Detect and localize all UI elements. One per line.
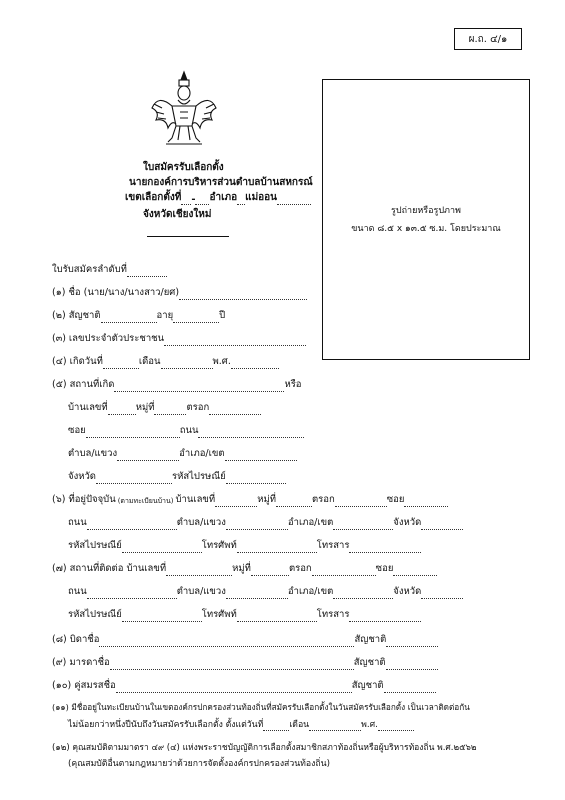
current-postcode-row[interactable]	[68, 538, 421, 553]
province-label: จังหวัด	[68, 471, 96, 482]
receipt-no-field[interactable]	[52, 262, 167, 277]
province-label: จังหวัด	[393, 586, 422, 597]
road-label: ถนน	[179, 425, 199, 436]
nationality-age-field[interactable]	[52, 308, 225, 323]
road-label: ถนน	[68, 586, 87, 597]
contact-postcode-row[interactable]	[68, 607, 421, 622]
mother-field[interactable]	[52, 655, 438, 670]
father-label: (๘) บิดาชื่อ	[52, 634, 100, 645]
birth-day-label: (๔) เกิดวันที่	[52, 356, 103, 367]
spouse-label: (๑๐) คู่สมรสชื่อ	[52, 680, 116, 691]
current-road-row[interactable]	[68, 515, 463, 530]
amphoe-label: อำเภอ/เขต	[287, 517, 334, 528]
house-no-label: บ้านเลขที่	[175, 494, 216, 505]
postcode-label: รหัสไปรษณีย์	[68, 609, 122, 620]
father-field[interactable]	[52, 632, 438, 647]
header-divider	[147, 236, 229, 237]
birth-year-label: พ.ศ.	[212, 356, 231, 367]
district-value: -	[191, 194, 196, 205]
id-number-label: (๓) เลขประจำตัวประชาชน	[52, 333, 165, 344]
amphoe-value: แม่ออน	[245, 192, 278, 203]
form-subtitle: นายกองค์การบริหารส่วนตำบลบ้านสหกรณ์	[129, 177, 313, 188]
trok-label: ตรอก	[311, 494, 335, 505]
district-line	[125, 190, 311, 205]
current-address-label: (๖) ที่อยู่ปัจจุบัน	[52, 494, 116, 505]
current-address-row[interactable]	[52, 492, 448, 507]
name-field[interactable]	[52, 285, 307, 300]
province-heading: จังหวัดเชียงใหม่	[143, 209, 212, 220]
birthplace-province-row[interactable]	[68, 469, 286, 484]
contact-address-label: (๗) สถานที่ติดต่อ บ้านเลขที่	[52, 563, 167, 574]
nationality-label: (๒) สัญชาติ	[52, 310, 101, 321]
or-label: หรือ	[284, 379, 302, 390]
province-label: จังหวัด	[393, 517, 422, 528]
amphoe-label: อำเภอ/เขต	[179, 448, 225, 459]
q11-since-label: ไม่น้อยกว่าหนึ่งปีนับถึงวันสมัครรับเลือกตั้ง ตั้งแต่วันที่	[68, 720, 264, 730]
id-number-field[interactable]	[52, 331, 306, 346]
spouse-field[interactable]	[52, 678, 436, 693]
photo-caption-1: รูปถ่ายหรือรูปภาพ	[391, 206, 461, 216]
tambon-label: ตำบล/แขวง	[176, 586, 226, 597]
district-label: เขตเลือกตั้งที่	[125, 192, 182, 203]
birth-date-field[interactable]	[52, 354, 279, 369]
name-label: (๑) ชื่อ (นาย/นาง/นางสาว/ยศ)	[52, 287, 180, 298]
amphoe-label: อำเภอ	[209, 192, 238, 203]
postcode-label: รหัสไปรษณีย์	[68, 540, 122, 551]
phone-label: โทรศัพท์	[201, 540, 237, 551]
q11-month-label: เดือน	[289, 720, 310, 730]
birthplace-house-row[interactable]	[68, 400, 261, 415]
q12-line1: (๑๒) คุณสมบัติตามมาตรา ๔๙ (๔) แห่งพระราชบัญญัติการเลือกตั้งสมาชิกสภาท้องถิ่นหรือผู้บริหารท้องถิ่น พ.ศ.๒๕๖๒	[52, 743, 477, 753]
birthplace-soi-row[interactable]	[68, 423, 304, 438]
nationality-label: สัญชาติ	[351, 680, 384, 691]
nationality-label: สัญชาติ	[353, 657, 386, 668]
phone-label: โทรศัพท์	[201, 609, 237, 620]
q11-line1: (๑๑) มีชื่ออยู่ในทะเบียนบ้านในเขตองค์กรปกครองส่วนท้องถิ่นที่สมัครรับเลือกตั้งในวันสมัครรับเลือกตั้ง เป็นเวลาติดต่อกัน	[52, 702, 470, 712]
house-registration-note: (ตามทะเบียนบ้าน)	[117, 497, 174, 505]
soi-label: ซอย	[68, 425, 86, 436]
q11-year-label: พ.ศ.	[361, 720, 378, 730]
years-label: ปี	[219, 310, 226, 321]
photo-box	[322, 79, 530, 360]
trok-label: ตรอก	[186, 402, 210, 413]
q11-line2[interactable]	[68, 717, 414, 731]
fax-label: โทรสาร	[316, 540, 350, 551]
birth-month-label: เดือน	[138, 356, 161, 367]
birthplace-field[interactable]	[52, 377, 302, 392]
form-code: ผ.ถ. ๔/๑	[454, 28, 522, 50]
postcode-label: รหัสไปรษณีย์	[171, 471, 226, 482]
road-label: ถนน	[68, 517, 87, 528]
mother-label: (๙) มารดาชื่อ	[52, 657, 110, 668]
garuda-emblem-icon	[150, 68, 218, 148]
fax-label: โทรสาร	[316, 609, 350, 620]
tambon-label: ตำบล/แขวง	[176, 517, 226, 528]
moo-label: หมู่ที่	[232, 563, 251, 574]
amphoe-label: อำเภอ/เขต	[287, 586, 334, 597]
age-label: อายุ	[156, 310, 174, 321]
house-no-label: บ้านเลขที่	[68, 402, 108, 413]
birthplace-tambon-row[interactable]	[68, 446, 297, 461]
receipt-no-label: ใบรับสมัครลำดับที่	[52, 264, 127, 275]
q12-line2: (คุณสมบัติอื่นตามกฎหมายว่าด้วยการจัดตั้งองค์กรปกครองส่วนท้องถิ่น)	[68, 759, 330, 769]
photo-caption-2: ขนาด ๘.๕ x ๑๓.๕ ซ.ม. โดยประมาณ	[351, 224, 501, 234]
moo-label: หมู่ที่	[257, 494, 276, 505]
tambon-label: ตำบล/แขวง	[68, 448, 118, 459]
soi-label: ซอย	[386, 494, 405, 505]
contact-road-row[interactable]	[68, 584, 463, 599]
birthplace-label: (๕) สถานที่เกิด	[52, 379, 115, 390]
form-title: ใบสมัครรับเลือกตั้ง	[143, 162, 224, 173]
trok-label: ตรอก	[288, 563, 312, 574]
contact-address-row[interactable]	[52, 561, 437, 576]
nationality-label: สัญชาติ	[354, 634, 387, 645]
moo-label: หมู่ที่	[135, 402, 155, 413]
soi-label: ซอย	[375, 563, 394, 574]
